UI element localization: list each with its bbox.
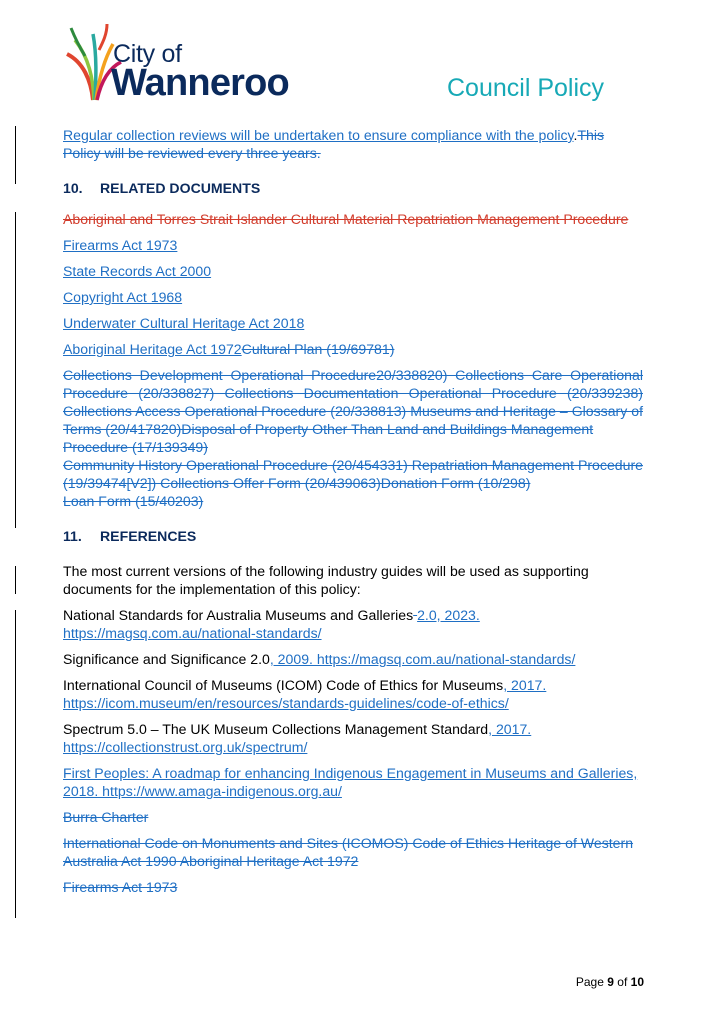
reference-item: International Council of Museums (ICOM) Code of Ethics for Museums, 2017. https://icom.museum/en/resources/standards-guidelines/code-of-ethics/ [63, 677, 547, 711]
related-doc-item: Underwater Cultural Heritage Act 2018 [63, 315, 305, 331]
section-heading-references [63, 528, 643, 544]
reference-link[interactable]: https://collectionstrust.org.uk/spectrum/ [63, 739, 308, 755]
section-number: 10. [63, 180, 83, 196]
deleted-text: This Policy will be reviewed every three years. [63, 127, 605, 161]
related-doc-item: Copyright Act 1968 [63, 289, 183, 305]
section-title: REFERENCES [100, 528, 197, 544]
logo-city-text: City of [113, 40, 182, 68]
reference-deleted: Firearms Act 1973 [63, 879, 178, 895]
related-doc-item: Firearms Act 1973 [63, 237, 178, 253]
change-bar [15, 610, 16, 918]
reference-deleted: International Code on Monuments and Sites (ICOMOS) Code of Ethics Heritage of Western Australia Act 1990 Aboriginal Heritage Act 1972 [63, 835, 634, 869]
change-bar [15, 566, 16, 594]
section-title: RELATED DOCUMENTS [100, 180, 261, 196]
reference-link[interactable]: First Peoples: A roadmap for enhancing Indigenous Engagement in Museums and Galleries, 2018. https://www.amaga-indigenous.org.au/ [63, 765, 638, 799]
related-doc-item: Aboriginal Heritage Act 1972Cultural Plan (19/69781) [63, 341, 395, 357]
related-doc-deleted-block: Procedure (17/139349) [63, 439, 208, 455]
related-doc-deleted-block: Community History Operational Procedure (20/454331) Repatriation Management Procedure (19/39474[V2]) Collections Offer Form (20/439063)Donation Form (10/298) [63, 457, 643, 491]
reference-deleted: Burra Charter [63, 809, 149, 825]
page-number: Page 9 of 10 [575, 975, 644, 989]
section-number: 11. [63, 528, 82, 544]
related-doc-deleted-loan: Loan Form (15/40203) [63, 493, 204, 509]
city-logo [63, 20, 295, 104]
related-doc-deleted: Aboriginal and Torres Strait Islander Cultural Material Repatriation Management Procedure [63, 211, 629, 227]
document-type-title: Council Policy [447, 74, 605, 102]
inserted-text: Regular collection reviews will be undertaken to ensure compliance with the policy [63, 127, 574, 143]
logo-wanneroo-text: Wanneroo [111, 62, 289, 104]
reference-item [63, 764, 643, 800]
reference-link[interactable]: , 2009. https://magsq.com.au/national-standards/ [269, 651, 576, 667]
related-doc-deleted-block: Collections Development Operational Procedure20/338820) Collections Care Operational Procedure (20/338827) Collections Documentation Operational Procedure (20/339238) Collections Access Operational Procedure (20/338813) Museums and Heritage – Glossary of Terms (20/417820)Disposal of Property Other Than Land and Buildings Management [63, 367, 643, 437]
document-body [63, 126, 643, 896]
reference-link[interactable]: https://magsq.com.au/national-standards/ [63, 625, 322, 641]
change-bar [15, 212, 16, 528]
intro-paragraph [63, 126, 643, 162]
change-bar [15, 126, 16, 184]
period: . [573, 127, 578, 143]
section-heading-related-documents [63, 180, 643, 196]
reference-item: Significance and Significance 2.0, 2009. https://magsq.com.au/national-standards/ [63, 651, 576, 667]
references-intro: The most current versions of the following industry guides will be used as supporting documents for the implementation of this policy: [63, 563, 589, 597]
reference-item: Spectrum 5.0 – The UK Museum Collections Management Standard, 2017. https://collectionstrust.org.uk/spectrum/ [63, 721, 532, 755]
reference-link[interactable]: https://icom.museum/en/resources/standards-guidelines/code-of-ethics/ [63, 695, 509, 711]
reference-item: National Standards for Australia Museums and Galleries 2.0, 2023. https://magsq.com.au/national-standards/ [63, 607, 480, 641]
related-doc-item: State Records Act 2000 [63, 263, 212, 279]
